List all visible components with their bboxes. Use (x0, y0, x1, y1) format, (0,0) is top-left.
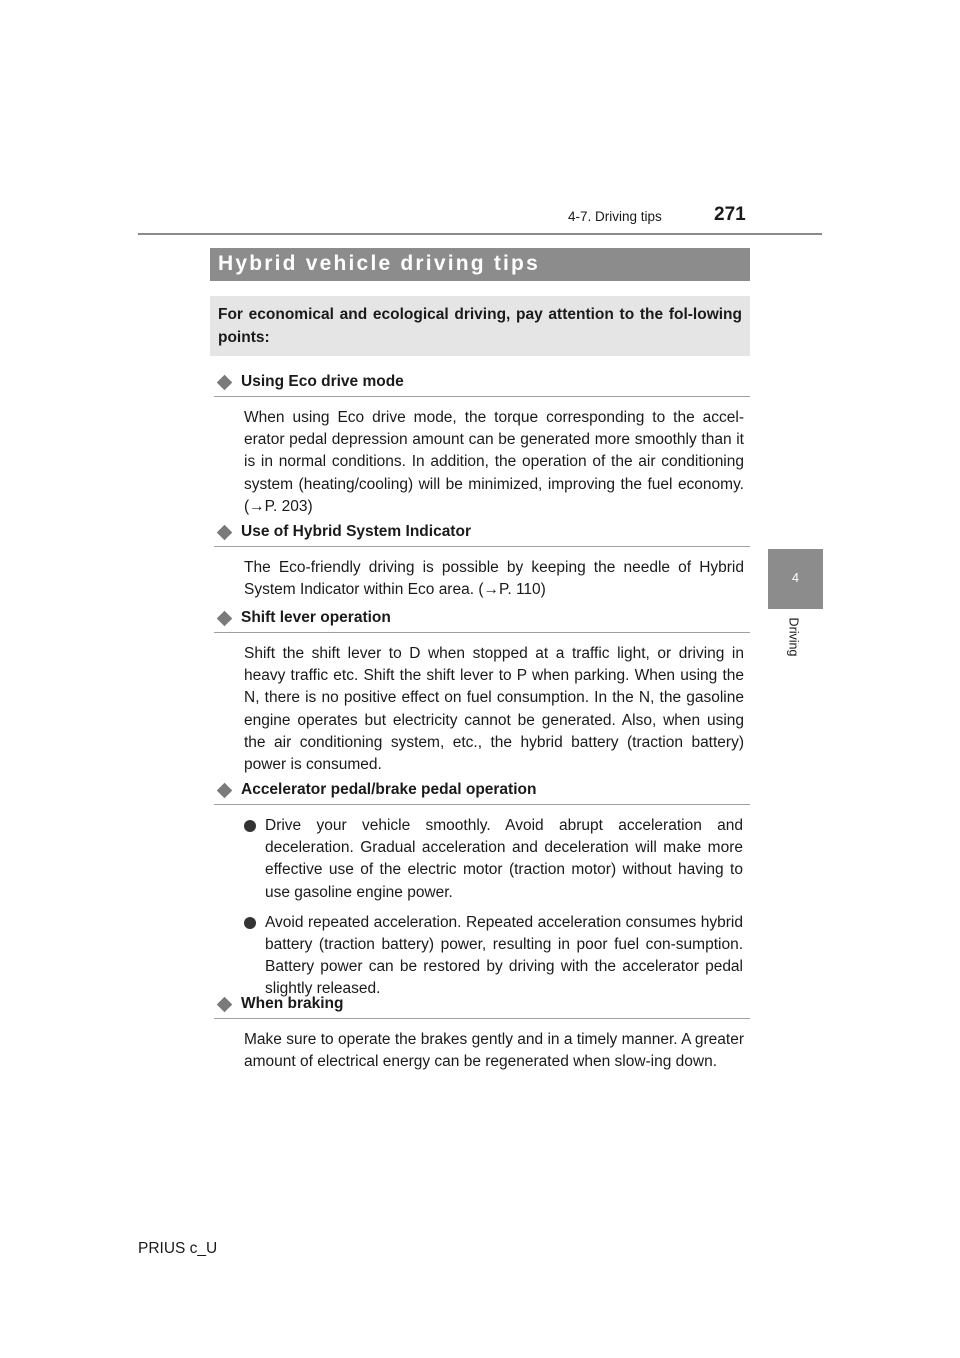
section-heading (214, 607, 750, 629)
bullet-icon (244, 820, 256, 832)
intro-box (210, 296, 750, 356)
section-heading-text: Using Eco drive mode (241, 373, 404, 390)
list-item-text: Drive your vehicle smoothly. Avoid abrupt acceleration and deceleration. Gradual acceleration and deceleration will make more effective use of the electric motor (traction motor) without having to use gasoline engine power. (265, 817, 743, 901)
section-hybrid-system-indicator (214, 521, 750, 601)
section-heading (214, 521, 750, 543)
footer-model-name: PRIUS c_U (138, 1240, 218, 1257)
diamond-icon (217, 524, 233, 540)
page-number: 271 (714, 204, 746, 225)
section-heading-text: Use of Hybrid System Indicator (241, 523, 471, 540)
section-divider (214, 804, 750, 805)
section-heading (214, 779, 750, 801)
diamond-icon (217, 782, 233, 798)
chapter-number: 4 (792, 571, 799, 585)
section-heading (214, 371, 750, 393)
section-shift-lever (214, 607, 750, 776)
chapter-label: Driving (786, 617, 800, 657)
page-title: Hybrid vehicle driving tips (218, 252, 540, 275)
list-item (214, 912, 750, 1001)
section-body: When using Eco drive mode, the torque corresponding to the accel-erator pedal depression amount can be generated more smoothly than it is in normal conditions. In addition, the operation of the air conditioning system (heating/cooling) will be minimized, improving the fuel economy. (→P. 203) (244, 409, 744, 515)
section-body: Make sure to operate the brakes gently and in a timely manner. A greater amount of electrical energy can be regenerated when slow-ing down. (244, 1031, 744, 1071)
list-item (214, 815, 750, 904)
section-divider (214, 632, 750, 633)
bullet-icon (244, 917, 256, 929)
section-heading-text: Accelerator pedal/brake pedal operation (241, 781, 537, 798)
section-heading-text: When braking (241, 995, 344, 1012)
running-header: 4-7. Driving tips (568, 209, 662, 224)
section-body: The Eco-friendly driving is possible by keeping the needle of Hybrid System Indicator within Eco area. (→P. 110) (244, 559, 744, 599)
section-pedal-operation (214, 779, 750, 1001)
diamond-icon (217, 374, 233, 390)
section-divider (214, 546, 750, 547)
diamond-icon (217, 996, 233, 1012)
header-divider (138, 233, 822, 235)
section-eco-drive-mode (214, 371, 750, 518)
section-body: Shift the shift lever to D when stopped at a traffic light, or driving in heavy traffic etc. Shift the shift lever to P when parking. When using the N, there is no positive effect on fuel consumption. In the N, the gasoline engine operates but electricity cannot be generated. Also, when using the air conditioning system, etc., the hybrid battery (traction battery) power is consumed. (244, 645, 744, 774)
chapter-tab (768, 549, 823, 609)
intro-text: For economical and ecological driving, pay attention to the fol-lowing points: (218, 306, 742, 346)
section-divider (214, 396, 750, 397)
section-when-braking (214, 993, 750, 1073)
section-heading-text: Shift lever operation (241, 609, 391, 626)
list-item-text: Avoid repeated acceleration. Repeated acceleration consumes hybrid battery (traction battery) power, resulting in poor fuel con-sumption. Battery power can be restored by driving with the accelerator pedal slightly released. (265, 913, 743, 998)
chapter-label-container (763, 616, 823, 676)
section-title-band (210, 248, 750, 281)
section-heading (214, 993, 750, 1015)
section-divider (214, 1018, 750, 1019)
diamond-icon (217, 610, 233, 626)
